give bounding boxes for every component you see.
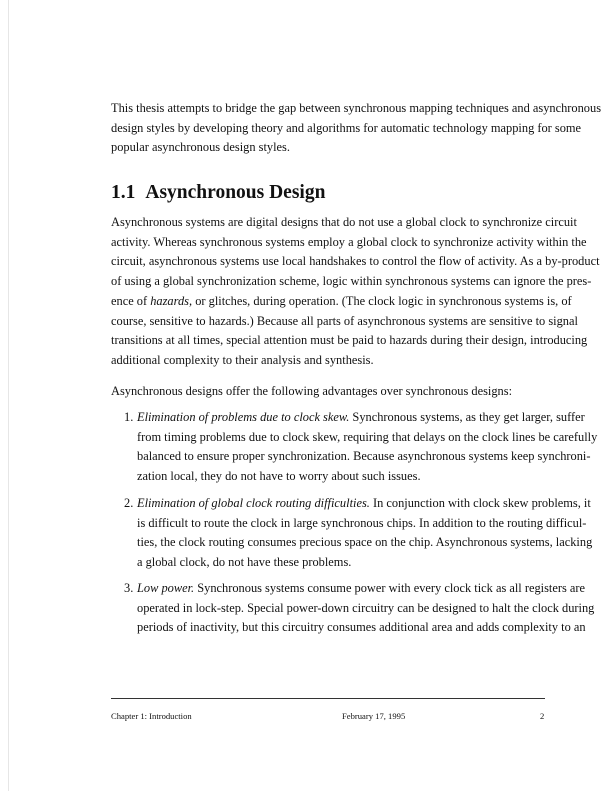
text-span: operated in lock-step. Special power-down circuitry can be designed to halt the clock during bbox=[137, 600, 595, 615]
footer-chapter: Chapter 1: Introduction bbox=[111, 711, 192, 721]
text-span: additional complexity to their analysis and synthesis. bbox=[111, 352, 374, 367]
text-span: design styles by developing theory and algorithms for automatic technology mapping for some bbox=[111, 120, 582, 135]
text-line bbox=[111, 234, 587, 249]
text-line bbox=[111, 313, 578, 328]
list-number: 1. bbox=[124, 410, 134, 424]
list-number: 2. bbox=[124, 496, 134, 510]
text-span: or glitches, during operation. (The clock logic in synchronous systems is, of bbox=[192, 293, 572, 308]
footer-page-number: 2 bbox=[540, 711, 545, 721]
text-line bbox=[137, 410, 585, 424]
text-line bbox=[111, 215, 577, 229]
text-span: Synchronous systems, as they get larger, suffer bbox=[349, 410, 585, 424]
section-title: Asynchronous Design bbox=[145, 182, 326, 203]
text-span: popular asynchronous design styles. bbox=[111, 140, 290, 155]
emphasis-text: Low power. bbox=[137, 581, 195, 595]
text-span: ence of bbox=[111, 293, 151, 308]
text-line bbox=[137, 600, 595, 615]
text-line bbox=[137, 555, 545, 569]
text-span: activity. Whereas synchronous systems employ a global clock to synchronize activity within the bbox=[111, 234, 587, 249]
text-span: Asynchronous systems are digital designs that do not use a global clock to synchronize circuit bbox=[111, 215, 577, 229]
text-line bbox=[111, 293, 572, 308]
text-span: Asynchronous designs offer the following advantages over synchronous designs: bbox=[111, 384, 513, 398]
text-line bbox=[137, 469, 545, 483]
text-span: In conjunction with clock skew problems, it bbox=[369, 496, 591, 510]
text-span: from timing problems due to clock skew, requiring that delays on the clock lines be carefully bbox=[137, 429, 598, 444]
text-span: zation local, they do not have to worry about such issues. bbox=[137, 469, 421, 484]
text-line bbox=[111, 254, 600, 269]
text-line bbox=[137, 429, 598, 444]
emphasis-text: hazards, bbox=[150, 293, 193, 308]
emphasis-text: Elimination of problems due to clock skew. bbox=[137, 410, 350, 424]
text-line bbox=[137, 449, 591, 464]
section-number: 1.1 bbox=[111, 182, 136, 203]
text-line bbox=[137, 515, 587, 530]
text-line bbox=[137, 496, 591, 510]
text-line bbox=[111, 274, 592, 289]
text-span: a global clock, do not have these problems. bbox=[137, 555, 352, 570]
text-line bbox=[111, 333, 588, 348]
text-span: Synchronous systems consume power with every clock tick as all registers are bbox=[194, 581, 586, 595]
text-line bbox=[111, 140, 545, 154]
text-span: is difficult to route the clock in large synchronous chips. In addition to the routing difficul- bbox=[137, 515, 587, 530]
text-line bbox=[111, 353, 545, 367]
text-span: balanced to ensure proper synchronization. Because asynchronous systems keep synchroni- bbox=[137, 449, 591, 464]
list-number: 3. bbox=[124, 581, 134, 595]
text-span: circuit, asynchronous systems use local handshakes to control the flow of activity. As a by-product bbox=[111, 254, 600, 269]
text-span: transitions at all times, special attention must be paid to hazards during their design, introducing bbox=[111, 333, 588, 348]
text-line bbox=[137, 535, 593, 550]
footer-rule bbox=[111, 698, 545, 699]
text-span: of using a global synchronization scheme, logic within synchronous systems can ignore the pres- bbox=[111, 274, 592, 289]
footer-date: February 17, 1995 bbox=[342, 711, 406, 721]
emphasis-text: Elimination of global clock routing difficulties. bbox=[137, 496, 370, 510]
text-span: This thesis attempts to bridge the gap between synchronous mapping techniques and asynchronous bbox=[111, 101, 602, 115]
text-span: course, sensitive to hazards.) Because all parts of asynchronous systems are sensitive to signal bbox=[111, 313, 578, 328]
section-heading bbox=[111, 181, 325, 205]
text-line bbox=[111, 384, 545, 398]
text-line bbox=[111, 101, 602, 115]
text-span: ties, the clock routing consumes precious space on the chip. Asynchronous systems, lacking bbox=[137, 535, 593, 550]
text-line bbox=[111, 120, 582, 135]
page-edge bbox=[8, 0, 9, 791]
text-span: periods of inactivity, but this circuitry consumes additional area and adds complexity to an bbox=[137, 620, 586, 635]
text-line bbox=[137, 581, 586, 595]
text-line bbox=[137, 620, 586, 635]
